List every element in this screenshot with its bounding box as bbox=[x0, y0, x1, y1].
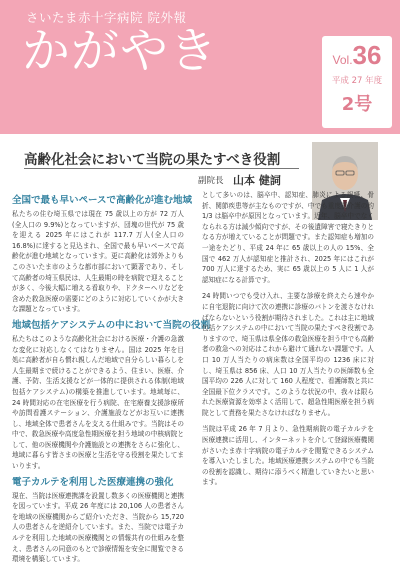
body-paragraph: 現在、当院は医療連携課を設置し数多くの医療機関と連携を図っています。平成 26 年度には 20,106 人の患者さんを地域の医療機関からご紹介いただき、当院から 15,720 人の患者さんを逆紹介しています。また、当院では電子カルテを利用した地域の医療機関との情報共有の仕組みを整え、患者さんの同意のもとで診療情報を安全に閲覧できる環境を構築しています。 bbox=[12, 491, 184, 564]
newsletter-title: かがやき bbox=[22, 23, 219, 79]
hospital-name: さいたま赤十字病院 院外報 bbox=[26, 10, 187, 25]
article-column-left bbox=[12, 190, 211, 564]
author-role: 副院長 bbox=[198, 176, 224, 186]
body-paragraph: 私たちの住む埼玉県では現在 75 歳以上の方が 72 万人(全人口の 9.9%)となっていますが、団塊の世代が 75 歳を迎える 2025 年にはこれが 117.7 万人(全人口の 16.8%)に達すると見込まれ、全国で最も早いペースで高齢化が進む地域となっています。更に高齢化は郊外よりもこのさいたま市のような都市部において顕著であり、そして高齢者の埼玉県民は、人生最期の時を病院で迎えることが多く、今後大幅に増える看取りや、ドクターヘリなどを含めた救急医療の需要にどのように対応していくかが大きな課題となっています。 bbox=[12, 210, 184, 314]
volume-prefix: Vol. bbox=[332, 53, 353, 67]
article-headline: 高齢化社会において当院の果たすべき役割 bbox=[24, 152, 281, 168]
section-heading: 全国で最も早いペースで高齢化が進む地域 bbox=[12, 195, 193, 206]
section-heading: 電子カルテを利用した医療連携の強化 bbox=[12, 476, 174, 488]
body-paragraph: 24 時間いつでも受け入れ、主要な診療を終えたら速やかに自宅退院に向けて次の連携に診療のバトンを渡さなければならないという役割が期待されました。これは主に地域包括ケアシステムの中において当院の果たすべき役割でありますので、埼玉県は県全体の救急医療を担う中でも高齢者の救急への対応はこれから避けて通れない課題です。人口 10 万人当たりの病床数は全国平均の 1236 床に対し、埼玉県は 856 床、人口 10 万人当たりの医師数も全国平均の 226 人に対して 160 人程度で、看護師数と共に全国最下位クラスです。このような状況の中、我々は限られた医療資源を効率よく活用して、超急性期医療を担う病院として責務を果たさなければなりません。 bbox=[202, 292, 374, 417]
fiscal-year: 平成 27 年度 bbox=[331, 76, 383, 86]
section-heading: 地域包括ケアシステムの中において当院の役割 bbox=[12, 319, 211, 331]
article-column-right bbox=[202, 190, 374, 556]
volume-label bbox=[322, 40, 392, 71]
author-name: 山本 健詞 bbox=[233, 174, 281, 187]
issue-number: 2号 bbox=[341, 94, 373, 115]
masthead bbox=[0, 0, 400, 134]
body-paragraph: 私たちはこのような高齢化社会における医療・介護の急激な変化に対応しなくてはなりません。国は 2025 年を目処に高齢者が自ら慣れ親しんだ地域で自分らしい暮らしを人生最期まで続けることができるよう、住まい、医療、介護、予防、生活支援などが一体的に提供される体制(地域包括ケアシステム)の構築を推進しています。地域毎に、24 時間対応の在宅医療を行う病院、在宅療養支援診療所や訪問看護ステーション、介護施設などがお互いに連携し、地域全体で患者さんを支える仕組みです。当院はその中で、救急医療や高度急性期医療を担う地域の中核病院として、他の医療機関や介護施設との連携をさらに強化し、地域に暮らす皆さまの医療と生活を守る役割を果たしてまいります。 bbox=[12, 334, 184, 471]
body-paragraph: として多いのは、脳卒中、認知症、肺炎による誤嚥、骨折、関節疾患等が主なものですが、中でも重度要介護の約 1/3 は脳卒中が原因となっています。近年、脳卒中でなくなられる方は減少傾向ですが、その後遺障害で寝たきりとなる方が増えていることが問題です。また認知症も増加の一途をたどり、平成 24 年に 65 歳以上の人の 15%、全国で 462 万人が認知症と推計され、2025 年にはこれが 700 万人に達するため、実に 65 歳以上の 5 人に 1 人が認知症になる計算です。 bbox=[202, 191, 374, 284]
volume-badge bbox=[322, 36, 392, 128]
headline-rule bbox=[24, 168, 299, 169]
body-paragraph: 当院は平成 26 年 7 月より、急性期病院の電子カルテを医療連携に活用し、インターネットを介して登録医療機関がさいたま赤十字病院の電子カルテを閲覧できるシステムを導入いたしました。地域医療連携システムの中でも当院の役割を認識し、期待に添うべく精進していきたいと思います。 bbox=[202, 425, 374, 487]
volume-number: 36 bbox=[352, 40, 382, 70]
